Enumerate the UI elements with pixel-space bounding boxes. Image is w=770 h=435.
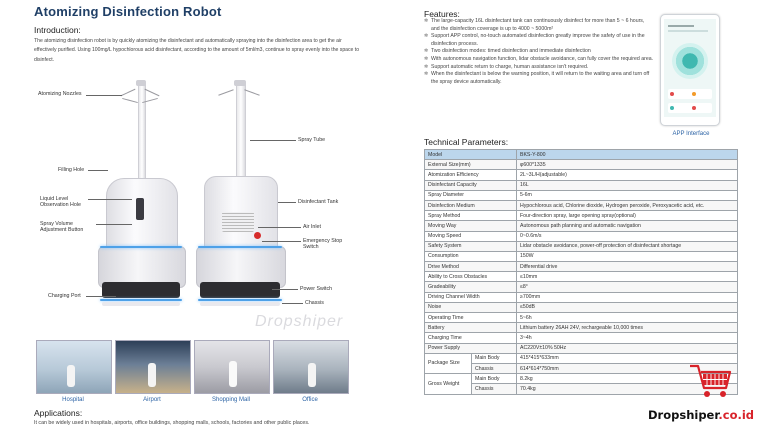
spec-value: 5-6m <box>517 190 738 200</box>
spec-value: Lidar obstacle avoidance, power-off protection of disinfectant shortage <box>517 241 738 251</box>
callout-spray-tube: Spray Tube <box>298 137 326 143</box>
feature-item: ✲ The large-capacity 16L disinfectant tank can continuously disinfect for more than 5 ~ 6 hours, and the disinfection coverage is up to 4000 ~ 5000m² <box>424 18 654 33</box>
spec-value: 2L~3L/H(adjustable) <box>517 170 738 180</box>
feature-item: ✲ With autonomous navigation function, lidar obstacle avoidance, can fully cover the required area. <box>424 56 654 64</box>
cart-icon <box>688 362 732 402</box>
spec-value: 3~4h <box>517 333 738 343</box>
photo-label-office: Office <box>302 397 318 403</box>
spec-value: ≤50dB <box>517 302 738 312</box>
table-row <box>425 343 738 353</box>
callout-power-switch: Power Switch <box>300 286 333 292</box>
callout-air-inlet: Air Inlet <box>303 224 321 230</box>
table-row <box>425 251 738 261</box>
callout-disinfectant-tank: Disinfectant Tank <box>298 199 339 205</box>
spec-value: 5~6h <box>517 313 738 323</box>
feature-item: ✲ Support automatic return to charge, human assistance isn't required. <box>424 64 654 72</box>
spec-value: ≥700mm <box>517 292 738 302</box>
photo-office <box>273 340 349 394</box>
table-row <box>425 272 738 282</box>
brand-logo-text: Dropshiper <box>648 408 719 422</box>
table-row <box>425 262 738 272</box>
spec-value: Four-direction spray, large opening spray(optional) <box>517 211 738 221</box>
callout-emergency-stop: Emergency Stop Switch <box>303 238 343 251</box>
spec-key: Operating Time <box>425 313 517 323</box>
brand-logo <box>648 408 754 422</box>
photo-hospital <box>36 340 112 394</box>
spec-value: AC220V±10% 50Hz <box>517 343 738 353</box>
table-row <box>425 221 738 231</box>
spec-value: Lithium battery 26AH 24V, rechargeable 10,000 times <box>517 323 738 333</box>
spec-key: Noise <box>425 302 517 312</box>
page-title: Atomizing Disinfection Robot <box>34 4 222 19</box>
spec-key: Disinfection Medium <box>425 200 517 210</box>
spec-value: 16L <box>517 180 738 190</box>
tech-heading: Technical Parameters: <box>424 137 509 147</box>
spec-key: Battery <box>425 323 517 333</box>
spec-value: 150W <box>517 251 738 261</box>
watermark: Dropshiper <box>255 313 344 330</box>
spec-value: ≤8° <box>517 282 738 292</box>
spec-key: Ability to Cross Obstacles <box>425 272 517 282</box>
spec-key: Disinfectant Capacity <box>425 180 517 190</box>
features-list <box>424 18 654 86</box>
spec-key: Spray Method <box>425 211 517 221</box>
callout-liquid-level: Liquid Level Observation Hole <box>40 196 81 209</box>
spec-key: Safety System <box>425 241 517 251</box>
spec-key: External Size(mm) <box>425 160 517 170</box>
callout-atomizing-nozzles: Atomizing Nozzles <box>38 91 82 97</box>
spec-key: Gradeability <box>425 282 517 292</box>
table-row <box>425 160 738 170</box>
photo-label-airport: Airport <box>143 397 161 403</box>
spec-key: Moving Way <box>425 221 517 231</box>
app-screen <box>664 19 716 117</box>
table-row <box>425 211 738 221</box>
spec-key: Spray Diameter <box>425 190 517 200</box>
table-row <box>425 190 738 200</box>
photo-label-shopping-mall: Shopping Mall <box>211 397 251 403</box>
callout-charging-port: Charging Port <box>48 293 81 299</box>
spec-value: Differential drive <box>517 262 738 272</box>
table-row <box>425 323 738 333</box>
spec-key: Model <box>425 150 517 160</box>
table-row <box>425 241 738 251</box>
spec-key: Atomization Efficiency <box>425 170 517 180</box>
table-row <box>425 282 738 292</box>
table-row <box>425 313 738 323</box>
feature-item: ✲ When the disinfectant is below the warning position, it will return to the waiting area and turn off the spray device automatically. <box>424 71 654 86</box>
callout-chassis: Chassis <box>305 300 324 306</box>
spec-value: Autonomous path planning and automatic navigation <box>517 221 738 231</box>
spec-value: Hypochlorous acid, Chlorine dioxide, Hydrogen peroxide, Peroxyacetic acid, etc. <box>517 200 738 210</box>
spec-group-key: Package Size <box>425 353 472 373</box>
spec-group-key: Gross Weight <box>425 374 472 394</box>
app-interface-phone <box>660 14 720 126</box>
table-row <box>425 180 738 190</box>
photo-label-hospital: Hospital <box>62 397 84 403</box>
table-row <box>425 231 738 241</box>
table-row <box>425 292 738 302</box>
table-row <box>425 200 738 210</box>
intro-heading: Introduction: <box>34 25 81 35</box>
spec-key: Power Supply <box>425 343 517 353</box>
app-interface-label: APP Interface <box>672 131 710 137</box>
photo-airport <box>115 340 191 394</box>
feature-item: ✲ Support APP control, no-touch automated disinfection greatly improve the safety of use in the disinfection process. <box>424 33 654 48</box>
spec-value: 614*614*750mm <box>517 363 738 373</box>
applications-heading: Applications: <box>34 408 83 418</box>
photo-shopping-mall <box>194 340 270 394</box>
table-row <box>425 302 738 312</box>
spec-subkey: Main Body <box>472 374 517 384</box>
spec-key: Driving Channel Width <box>425 292 517 302</box>
brand-logo-suffix: .co.id <box>718 408 755 422</box>
spec-value: 0~0.6m/s <box>517 231 738 241</box>
spec-value: 415*415*633mm <box>517 353 738 363</box>
spec-table <box>424 149 738 395</box>
table-row <box>425 170 738 180</box>
spec-subkey: Chassis <box>472 384 517 394</box>
applications-text: It can be widely used in hospitals, airports, office buildings, shopping malls, schools, factories and other public places. <box>34 420 310 426</box>
table-row <box>425 333 738 343</box>
spec-key: Charging Time <box>425 333 517 343</box>
spec-key: Moving Speed <box>425 231 517 241</box>
spec-value: ≤10mm <box>517 272 738 282</box>
spec-subkey: Chassis <box>472 363 517 373</box>
callout-spray-volume: Spray Volume Adjustment Button <box>40 221 84 234</box>
feature-item: ✲ Two disinfection modes: timed disinfection and immediate disinfection <box>424 48 654 56</box>
intro-text: The atomizing disinfection robot is by quickly atomizing the disinfectant and automatically spraying into the disinfection area to get the air effectively purified. Using 100mg/L hypochlorous acid disinfectant, according to the amount of 5ml/m3, continue to spray evenly into the space to disinfect. <box>34 38 360 63</box>
spec-key: Drive Method <box>425 262 517 272</box>
spec-value: 8.2kg <box>517 374 738 384</box>
spec-value: BKS-Y-800 <box>517 150 738 160</box>
spec-value: φ600*1335 <box>517 160 738 170</box>
table-row <box>425 150 738 160</box>
spec-key: Consumption <box>425 251 517 261</box>
spec-value: 70.4kg <box>517 384 738 394</box>
features-heading: Features: <box>424 9 460 19</box>
spec-subkey: Main Body <box>472 353 517 363</box>
callout-filling-hole: Filling Hole <box>58 167 85 173</box>
